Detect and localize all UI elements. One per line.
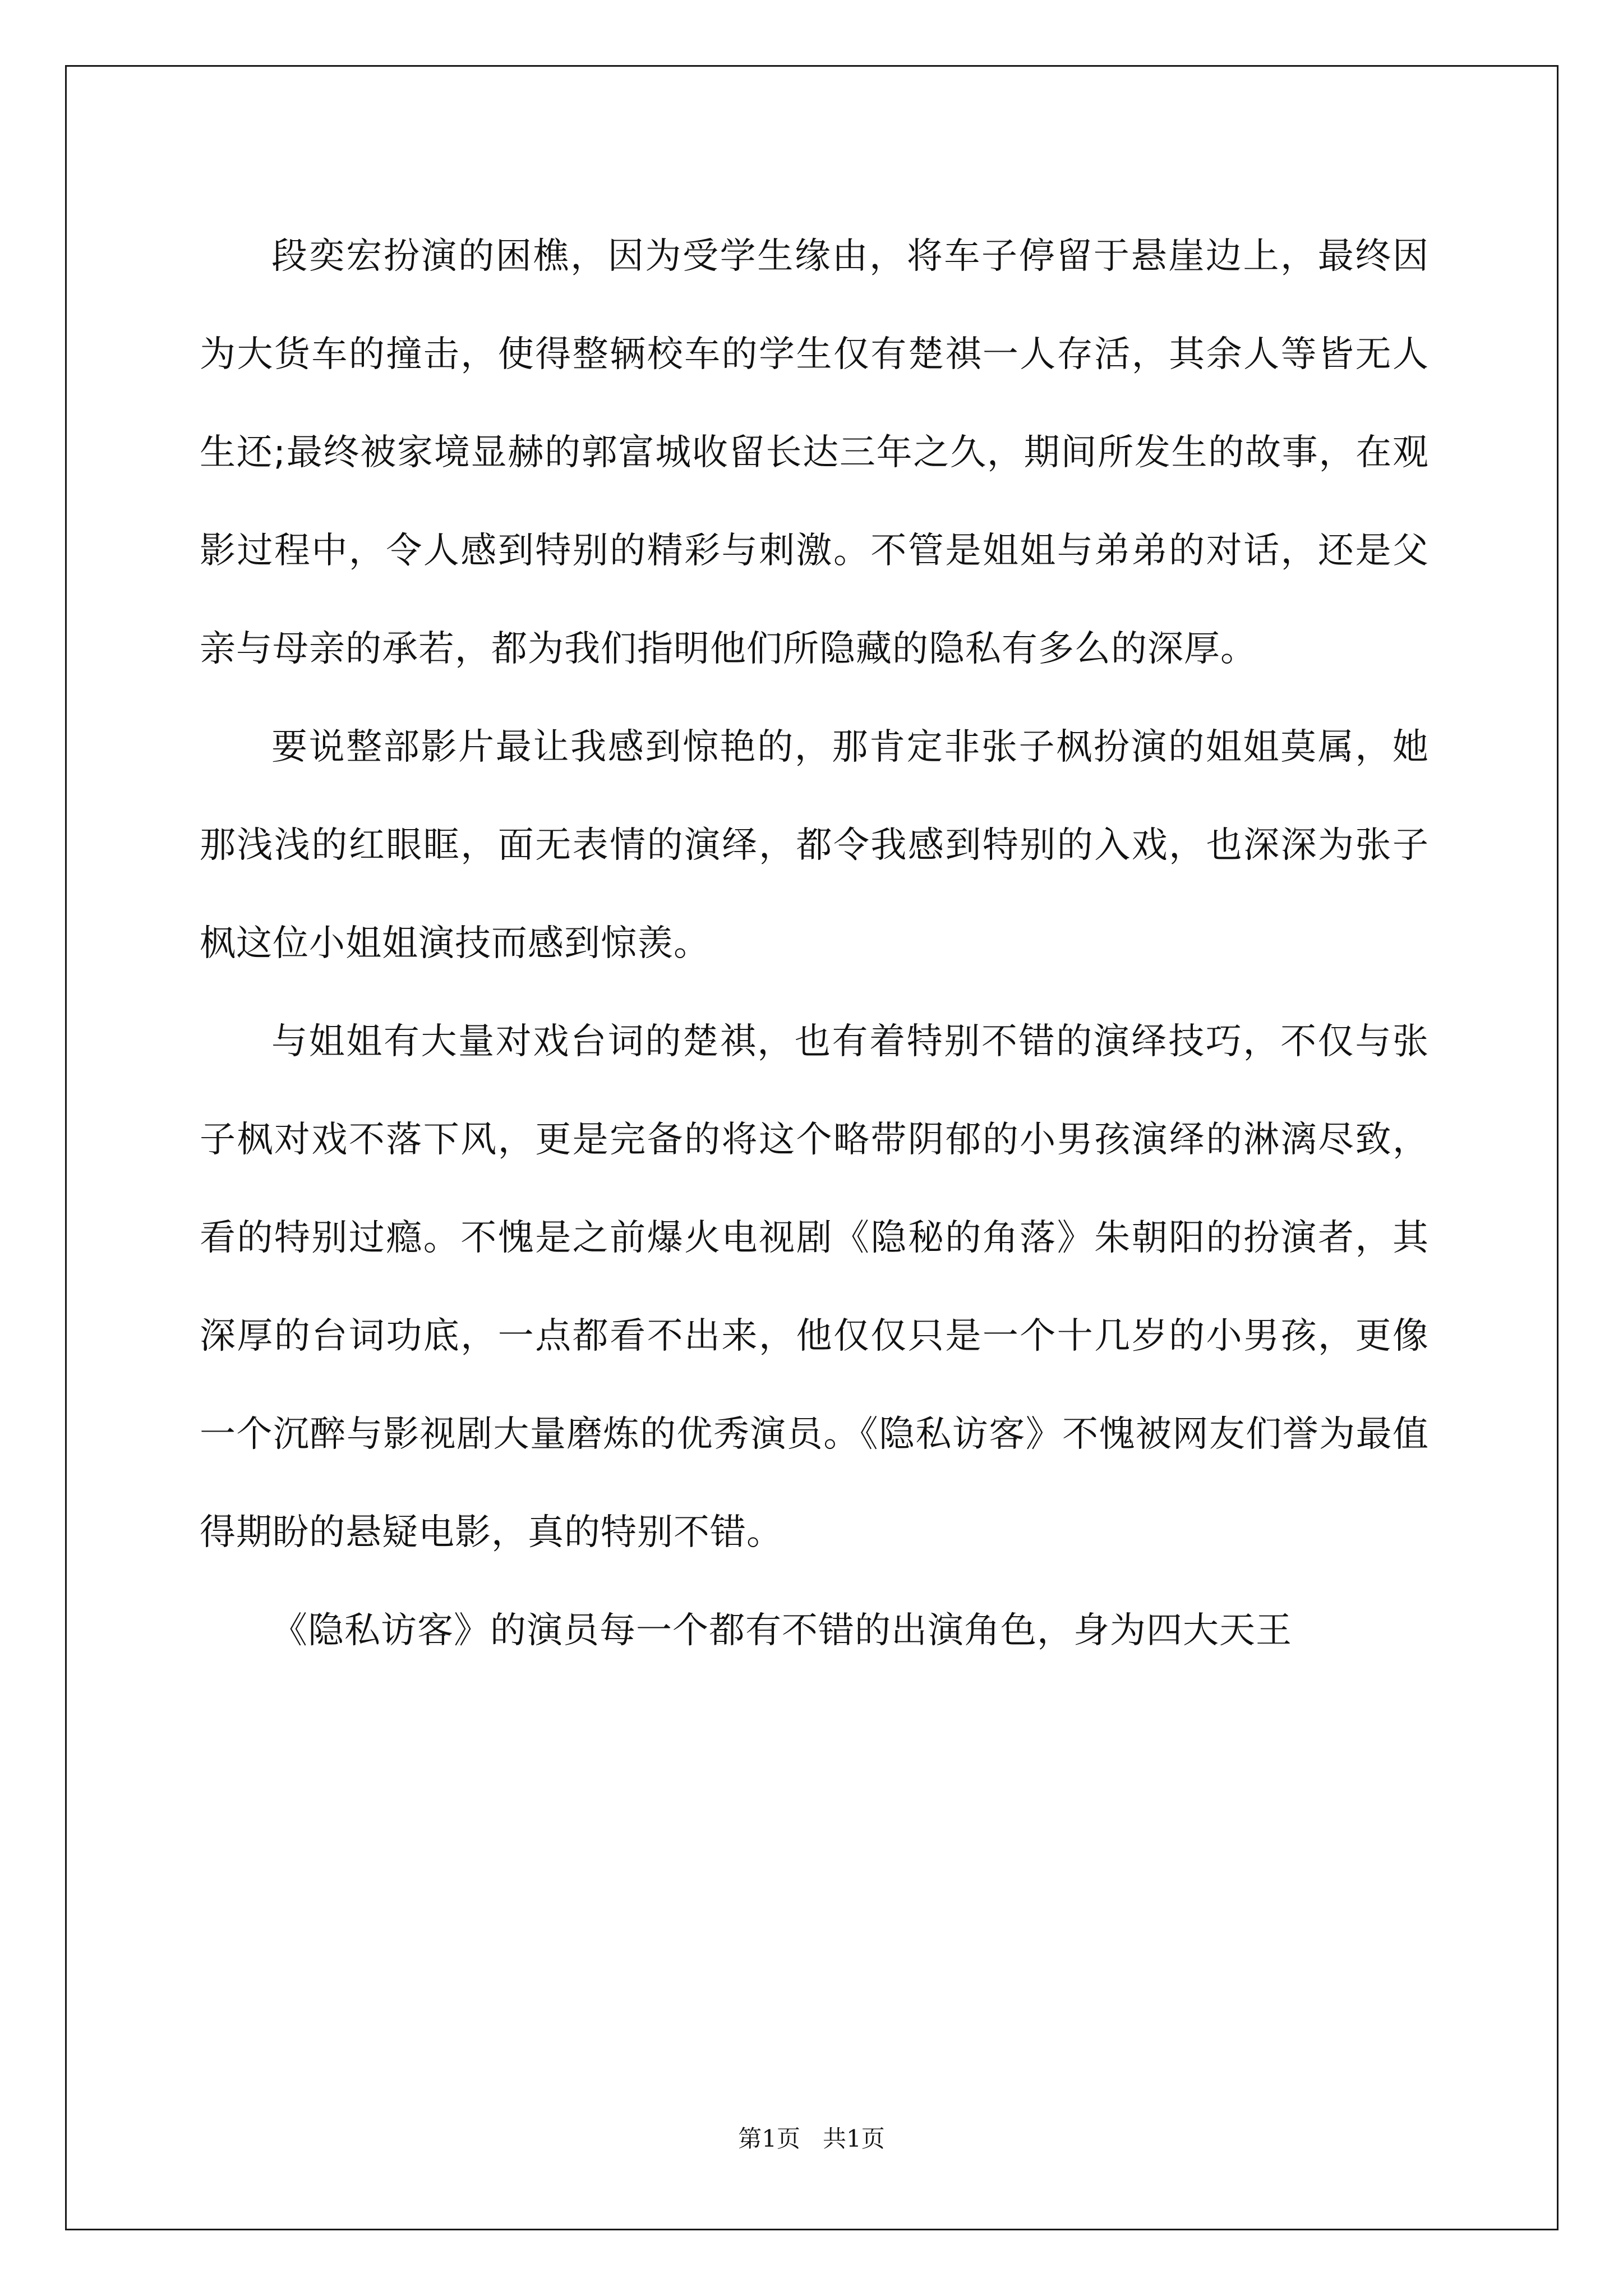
document-body: [200, 208, 1429, 1680]
paragraph-4: 《隐私访客》的演员每一个都有不错的出演角色，身为四大天王: [271, 1610, 1292, 1651]
paragraph-1: 段奕宏扮演的困樵，因为受学生缘由，将车子停留于悬崖边上，最终因为大货车的撞击，使得整辆校车的学生仅有楚祺一人存活，其余人等皆无人生还;最终被家境显赫的郭富城收留长达三年之久，期间所发生的故事，在观影过程中，令人感到特别的精彩与刺激。不管是姐姐与弟弟的对话，还是父亲与母亲的承若，都为我们指明他们所隐藏的隐私有多么的深厚。: [200, 236, 1429, 670]
page-number-current: 第1页: [738, 2125, 800, 2152]
page-footer: [0, 2120, 1623, 2154]
paragraph-2: 要说整部影片最让我感到惊艳的，那肯定非张子枫扮演的姐姐莫属，她那浅浅的红眼眶，面无表情的演绎，都令我感到特别的入戏，也深深为张子枫这位小姐姐演技而感到惊羡。: [200, 726, 1429, 964]
page-number-total: 共1页: [823, 2125, 885, 2152]
paragraph-3: 与姐姐有大量对戏台词的楚祺，也有着特别不错的演绎技巧，不仅与张子枫对戏不落下风，更是完备的将这个略带阴郁的小男孩演绎的淋漓尽致，看的特别过瘾。不愧是之前爆火电视剧《隐秘的角落》朱朝阳的扮演者，其深厚的台词功底，一点都看不出来，他仅仅只是一个十几岁的小男孩，更像一个沉醉与影视剧大量磨炼的优秀演员。《隐私访客》不愧被网友们誉为最值得期盼的悬疑电影，真的特别不错。: [200, 1021, 1429, 1553]
